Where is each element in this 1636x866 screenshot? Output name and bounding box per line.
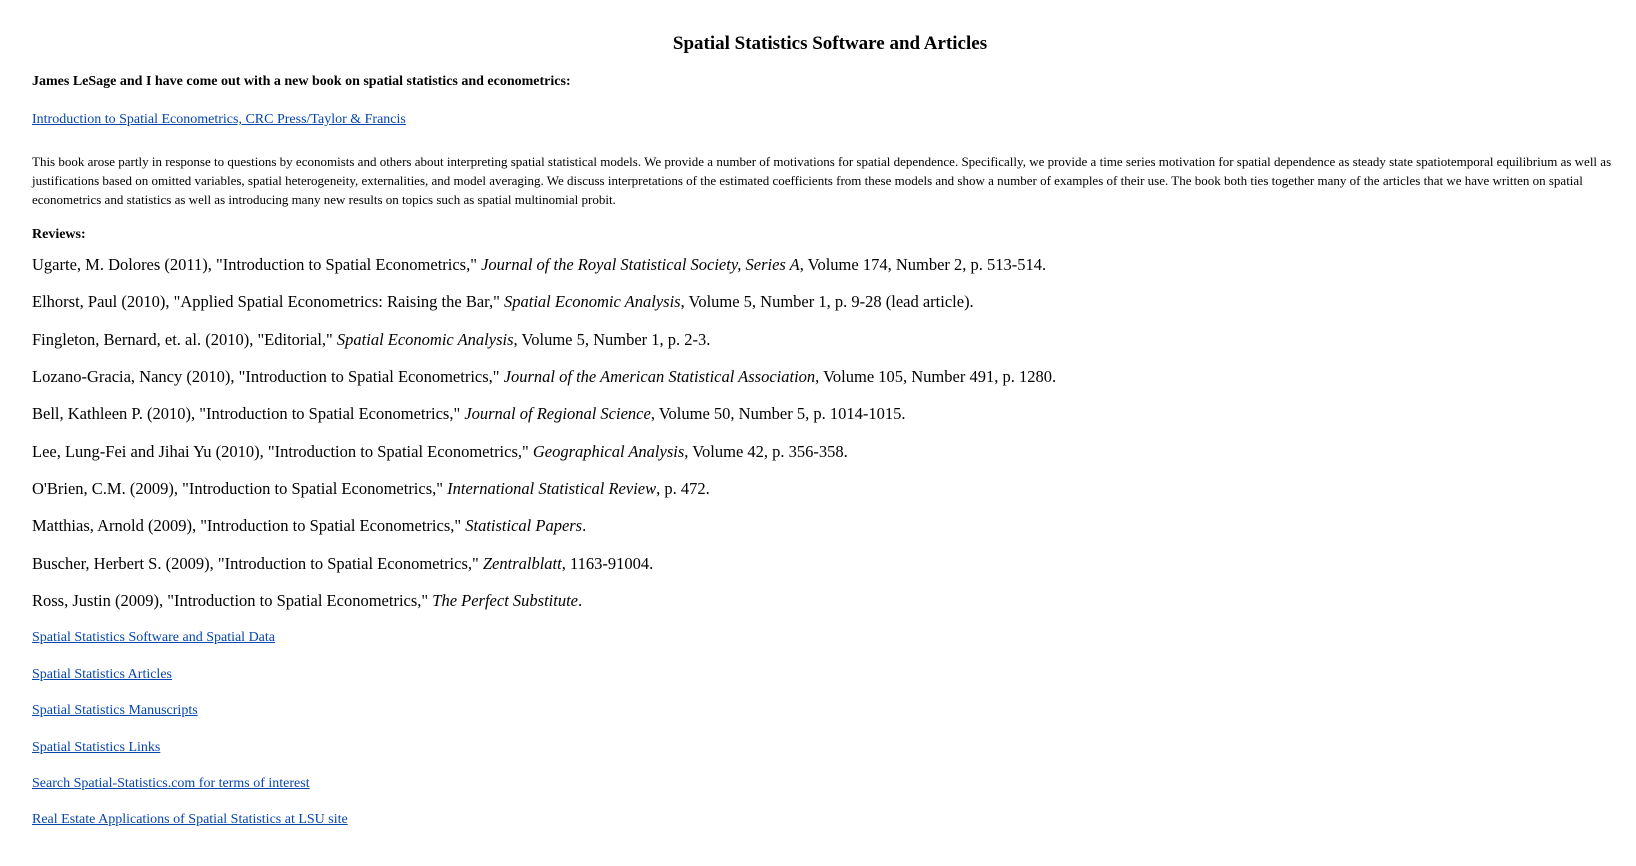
review-journal: Statistical Papers	[465, 516, 583, 535]
review-citation: Bell, Kathleen P. (2010), "Introduction to Spatial Econometrics,"	[32, 404, 465, 423]
review-item	[32, 292, 974, 312]
review-item	[32, 442, 848, 462]
review-citation: Buscher, Herbert S. (2009), "Introduction to Spatial Econometrics,"	[32, 554, 483, 573]
review-details: , 1163-91004.	[561, 554, 654, 573]
review-item	[32, 554, 653, 574]
link-articles[interactable]: Spatial Statistics Articles	[32, 667, 172, 682]
review-journal: Spatial Economic Analysis	[503, 292, 681, 311]
review-details: .	[582, 516, 587, 535]
review-details: , Volume 5, Number 1, p. 2-3.	[513, 330, 711, 349]
review-journal: International Statistical Review	[447, 479, 657, 498]
review-item	[32, 479, 710, 499]
nav-link-row	[32, 667, 172, 683]
intro-text: James LeSage and I have come out with a new book on spatial statistics and econometrics:	[32, 74, 571, 89]
nav-link-row	[32, 812, 348, 828]
review-item	[32, 367, 1056, 387]
nav-link-row	[32, 776, 310, 792]
review-citation: Lee, Lung-Fei and Jihai Yu (2010), "Introduction to Spatial Econometrics,"	[32, 442, 533, 461]
review-citation: Ross, Justin (2009), "Introduction to Spatial Econometrics,"	[32, 591, 433, 610]
review-item	[32, 404, 905, 424]
link-search-site[interactable]: Search Spatial-Statistics.com for terms of interest	[32, 776, 310, 791]
review-journal: The Perfect Substitute	[432, 591, 578, 610]
review-citation: O'Brien, C.M. (2009), "Introduction to Spatial Econometrics,"	[32, 479, 448, 498]
review-journal: Spatial Economic Analysis	[336, 330, 514, 349]
review-item	[32, 255, 1046, 275]
review-citation: Ugarte, M. Dolores (2011), "Introduction to Spatial Econometrics,"	[32, 255, 482, 274]
nav-link-row	[32, 630, 275, 646]
review-details: , Volume 42, p. 356-358.	[684, 442, 848, 461]
review-details: , p. 472.	[656, 479, 710, 498]
nav-link-row	[32, 703, 198, 719]
review-journal: Journal of the American Statistical Association	[503, 367, 816, 386]
review-details: , Volume 5, Number 1, p. 9-28 (lead article).	[680, 292, 974, 311]
book-link-paragraph	[32, 112, 406, 128]
review-journal: Journal of the Royal Statistical Society, Series A	[481, 255, 800, 274]
review-citation: Matthias, Arnold (2009), "Introduction to Spatial Econometrics,"	[32, 516, 466, 535]
review-details: , Volume 50, Number 5, p. 1014-1015.	[650, 404, 906, 423]
reviews-heading: Reviews:	[32, 227, 86, 242]
review-citation: Lozano-Gracia, Nancy (2010), "Introduction to Spatial Econometrics,"	[32, 367, 504, 386]
book-link[interactable]: Introduction to Spatial Econometrics, CRC Press/Taylor & Francis	[32, 112, 406, 127]
review-journal: Journal of Regional Science	[464, 404, 651, 423]
review-item	[32, 330, 710, 350]
review-item	[32, 591, 582, 611]
link-manuscripts[interactable]: Spatial Statistics Manuscripts	[32, 703, 198, 718]
review-item	[32, 516, 586, 536]
review-details: , Volume 174, Number 2, p. 513-514.	[799, 255, 1047, 274]
review-journal: Geographical Analysis	[532, 442, 685, 461]
page-title: Spatial Statistics Software and Articles	[672, 33, 988, 54]
review-citation: Fingleton, Bernard, et. al. (2010), "Editorial,"	[32, 330, 337, 349]
review-details: , Volume 105, Number 491, p. 1280.	[815, 367, 1057, 386]
link-links[interactable]: Spatial Statistics Links	[32, 740, 161, 755]
review-details: .	[578, 591, 583, 610]
link-real-estate-lsu[interactable]: Real Estate Applications of Spatial Statistics at LSU site	[32, 812, 348, 827]
nav-link-row	[32, 740, 160, 756]
link-software-and-data[interactable]: Spatial Statistics Software and Spatial Data	[32, 630, 276, 645]
book-description: This book arose partly in response to questions by economists and others about interpreting spatial statistical models. We provide a number of motivations for spatial dependence. Specifically, we provide a time series motivation for spatial dependence as steady state spatiotemporal equilibrium as well as justifications based on omitted variables, spatial heterogeneity, externalities, and model averaging. We discuss interpretations of the estimated coefficients from these models and show a number of examples of their use. The book both ties together many of the articles that we have written on spatial econometrics and statistics as well as introducing many new results on topics such as spatial multinomial probit.	[32, 154, 1612, 207]
review-citation: Elhorst, Paul (2010), "Applied Spatial Econometrics: Raising the Bar,"	[32, 292, 504, 311]
review-journal: Zentralblatt	[482, 554, 562, 573]
